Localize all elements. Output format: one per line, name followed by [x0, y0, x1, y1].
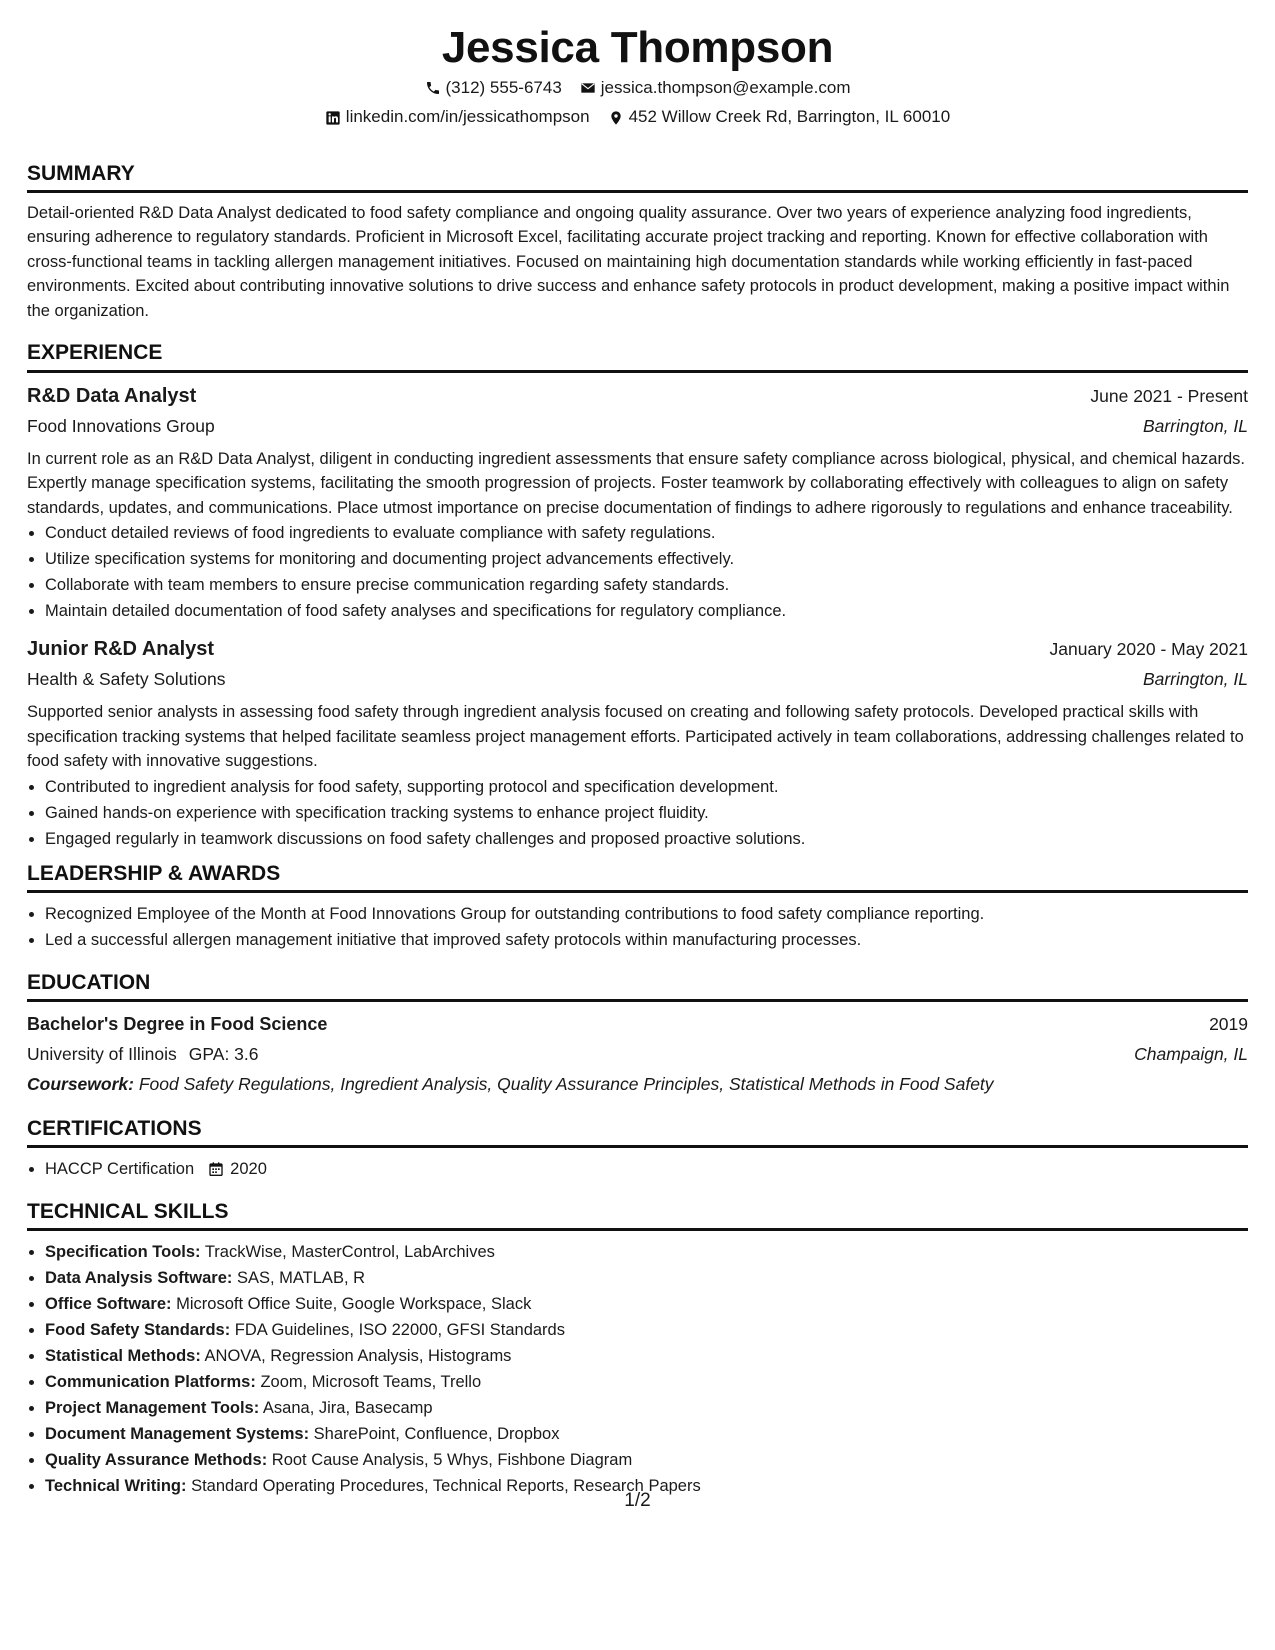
candidate-name: Jessica Thompson — [441, 23, 834, 72]
job-bullets — [27, 774, 1248, 852]
skill-label: Office Software: — [45, 1295, 172, 1314]
certifications-heading: CERTIFICATIONS — [27, 1117, 1248, 1148]
degree-name: Bachelor's Degree in Food Science — [27, 1013, 328, 1034]
phone-text: (312) 555-6743 — [445, 78, 562, 97]
job-location: Barrington, IL — [1142, 415, 1248, 436]
list-item — [45, 1395, 1248, 1421]
certifications-section — [27, 1117, 1248, 1182]
job-header-row — [27, 381, 1248, 411]
gpa-text: GPA: 3.6 — [188, 1043, 259, 1064]
skill-label: Communication Platforms: — [45, 1373, 256, 1392]
skills-heading: TECHNICAL SKILLS — [27, 1200, 1248, 1231]
list-item: • Recognized Employee of the Month at Food Innovations Group for outstanding contributions to food safety compliance reporting. — [45, 901, 1248, 927]
list-item — [45, 1369, 1248, 1395]
list-item — [45, 1421, 1248, 1447]
certification-name: • HACCP Certification — [45, 1159, 195, 1178]
skill-value: Asana, Jira, Basecamp — [262, 1399, 433, 1418]
job-entry — [27, 381, 1248, 625]
phone-icon — [425, 80, 441, 96]
skill-value: Zoom, Microsoft Teams, Trello — [260, 1373, 482, 1392]
skill-value: SAS, MATLAB, R — [236, 1269, 366, 1288]
address-contact — [608, 107, 951, 127]
address-text: 452 Willow Creek Rd, Barrington, IL 60010 — [628, 107, 951, 127]
skill-value: Root Cause Analysis, 5 Whys, Fishbone Diagram — [271, 1451, 633, 1470]
location-pin-icon — [608, 110, 624, 126]
contact-line-1 — [27, 78, 1248, 98]
linkedin-text[interactable]: linkedin.com/in/jessicathompson — [345, 107, 590, 127]
summary-text: Detail-oriented R&D Data Analyst dedicated to food safety compliance and ongoing quality assurance. Over two years of experience analyzing food ingredients, ensuring adherence to regulatory standards. Proficient in Microsoft Excel, facilitating accurate project tracking and reporting. Known for effective collaboration with cross-functional teams in tackling allergen management initiatives. Focused on maintaining high documentation standards while working efficiently in fast-paced environments. Excited about contributing innovative solutions to drive success and enhance safety protocols in product development, making a positive impact within the organization. — [27, 203, 1230, 320]
leadership-heading: LEADERSHIP & AWARDS — [27, 862, 1248, 893]
skill-label: Statistical Methods: — [45, 1347, 201, 1366]
certification-entry — [45, 1156, 267, 1182]
email-text[interactable]: jessica.thompson@example.com — [600, 78, 851, 97]
skill-label: Data Analysis Software: — [45, 1269, 233, 1288]
list-item: • Gained hands-on experience with specification tracking systems to enhance project fluidity. — [45, 800, 1248, 826]
list-item: • Engaged regularly in teamwork discussions on food safety challenges and proposed proactive solutions. — [45, 826, 1248, 852]
skill-label: Food Safety Standards: — [45, 1321, 231, 1340]
skills-list — [27, 1239, 1248, 1499]
leadership-list — [27, 901, 1248, 953]
list-item: • Maintain detailed documentation of food safety analyses and specifications for regulatory compliance. — [45, 598, 1248, 624]
job-company-row — [27, 411, 1248, 441]
experience-section — [27, 341, 1248, 851]
skill-label: Project Management Tools: — [45, 1399, 260, 1418]
list-item — [45, 1317, 1248, 1343]
list-item: • Contributed to ingredient analysis for food safety, supporting protocol and specification development. — [45, 774, 1248, 800]
skill-value: TrackWise, MasterControl, LabArchives — [204, 1243, 495, 1262]
job-bullets — [27, 520, 1248, 624]
skill-label: Quality Assurance Methods: — [45, 1451, 268, 1470]
list-item: • Led a successful allergen management initiative that improved safety protocols within manufacturing processes. — [45, 927, 1248, 953]
linkedin-icon — [325, 110, 341, 126]
experience-heading: EXPERIENCE — [27, 341, 1248, 372]
list-item — [45, 1265, 1248, 1291]
job-company: Food Innovations Group — [27, 415, 215, 436]
job-title: R&D Data Analyst — [27, 384, 197, 407]
job-description: In current role as an R&D Data Analyst, diligent in conducting ingredient assessments that ensure safety compliance across biological, physical, and chemical hazards. Expertly manage specification systems, facilitating the smooth progression of projects. Foster teamwork by collaborating effectively with colleagues to align on safety standards, updates, and communications. Place utmost importance on precise documentation of findings to adhere rigorously to regulations and enhance traceability. — [27, 449, 1245, 517]
skill-value: ANOVA, Regression Analysis, Histograms — [204, 1347, 512, 1366]
skills-section — [27, 1200, 1248, 1499]
job-company: Health & Safety Solutions — [27, 669, 226, 690]
coursework-line — [27, 1069, 1248, 1099]
skill-value: SharePoint, Confluence, Dropbox — [313, 1425, 560, 1444]
skill-value: Standard Operating Procedures, Technical Reports, Research Papers — [191, 1477, 701, 1496]
job-dates: June 2021 - Present — [1090, 385, 1248, 406]
skill-value: FDA Guidelines, ISO 22000, GFSI Standards — [234, 1321, 565, 1340]
certification-year: 2020 — [230, 1159, 267, 1178]
list-item: • Conduct detailed reviews of food ingredients to evaluate compliance with safety regulations. — [45, 520, 1248, 546]
list-item — [45, 1343, 1248, 1369]
skill-label: Technical Writing: — [45, 1477, 187, 1496]
list-item — [45, 1239, 1248, 1265]
summary-heading: SUMMARY — [27, 162, 1248, 193]
job-location: Barrington, IL — [1142, 669, 1248, 690]
skill-value: Microsoft Office Suite, Google Workspace, Slack — [176, 1295, 532, 1314]
certifications-list — [27, 1156, 1248, 1182]
list-item: • Utilize specification systems for monitoring and documenting project advancements effectively. — [45, 546, 1248, 572]
coursework-label: Coursework: — [27, 1073, 134, 1094]
school-location: Champaign, IL — [1134, 1043, 1248, 1064]
list-item: • Collaborate with team members to ensure precise communication regarding safety standards. — [45, 572, 1248, 598]
page-number: 1/2 — [624, 1490, 651, 1511]
calendar-icon — [208, 1161, 224, 1177]
list-item — [45, 1447, 1248, 1473]
email-contact[interactable] — [580, 78, 851, 98]
job-header-row — [27, 634, 1248, 664]
job-entry — [27, 634, 1248, 852]
summary-section — [27, 162, 1248, 324]
education-degree-row — [27, 1010, 1248, 1039]
education-heading: EDUCATION — [27, 971, 1248, 1002]
contact-line-2 — [27, 107, 1248, 127]
list-item — [45, 1156, 1248, 1182]
education-school-row — [27, 1039, 1248, 1069]
phone-contact — [425, 78, 562, 98]
skill-label: Specification Tools: — [45, 1243, 201, 1262]
job-company-row — [27, 664, 1248, 694]
skill-label: Document Management Systems: — [45, 1425, 310, 1444]
education-section — [27, 971, 1248, 1099]
school-name: University of Illinois — [27, 1043, 177, 1064]
leadership-section — [27, 862, 1248, 953]
linkedin-contact[interactable] — [325, 107, 590, 127]
list-item — [45, 1291, 1248, 1317]
job-description: Supported senior analysts in assessing food safety through ingredient analysis focused on creating and following safety protocols. Developed practical skills with specification tracking systems that helped facilitate seamless project management efforts. Participated actively in team collaborations, addressing challenges related to food safety with innovative suggestions. — [27, 703, 1244, 771]
school-info — [27, 1039, 259, 1069]
coursework-text: Food Safety Regulations, Ingredient Analysis, Quality Assurance Principles, Statistical Methods in Food Safety — [138, 1073, 994, 1094]
job-title: Junior R&D Analyst — [27, 638, 215, 661]
job-dates: January 2020 - May 2021 — [1049, 639, 1248, 660]
graduation-year: 2019 — [1209, 1013, 1248, 1034]
envelope-icon — [580, 80, 596, 96]
